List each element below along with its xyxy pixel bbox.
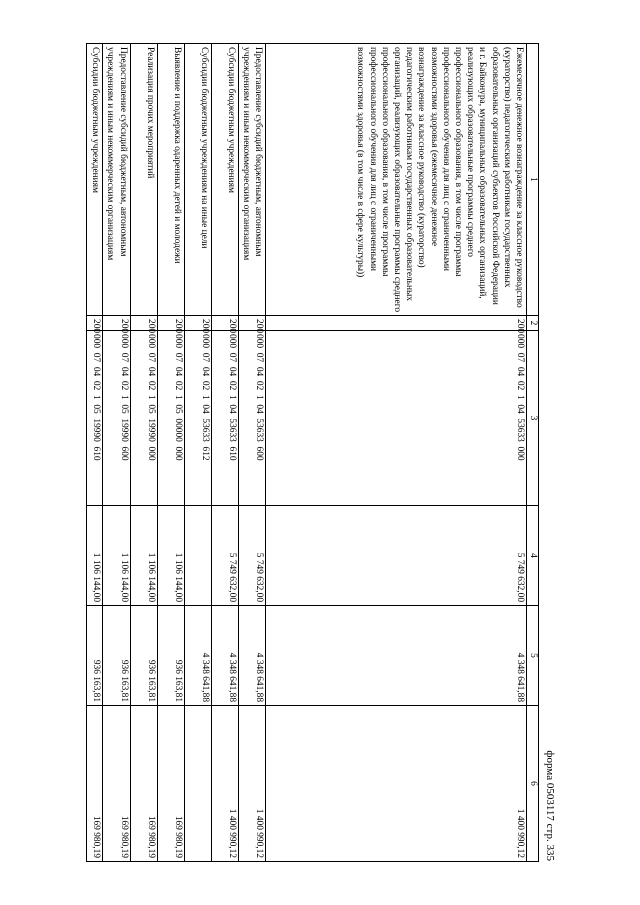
table-row bbox=[266, 44, 527, 862]
row-unexecuted-cell bbox=[184, 706, 211, 862]
row-classification-code-cell: 000 07 04 02 1 04 53633 000 bbox=[266, 331, 527, 506]
row-executed-cell: 4 348 641,88 bbox=[211, 606, 238, 706]
row-unexecuted-cell: 169 980,19 bbox=[130, 706, 157, 862]
row-classification-code-cell: 000 07 04 02 1 04 53633 600 bbox=[238, 331, 265, 506]
row-line-code-cell: 200 bbox=[87, 316, 103, 331]
row-approved-cell bbox=[184, 506, 211, 606]
row-unexecuted-cell: 169 980,19 bbox=[103, 706, 130, 862]
row-approved-cell: 1 106 144,00 bbox=[103, 506, 130, 606]
row-name-cell: Реализация прочих мероприятий bbox=[130, 44, 157, 316]
row-executed-cell: 936 163,81 bbox=[157, 606, 184, 706]
row-line-code-cell: 200 bbox=[130, 316, 157, 331]
row-unexecuted-cell: 1 400 990,12 bbox=[238, 706, 265, 862]
row-line-code-cell: 200 bbox=[157, 316, 184, 331]
form-reference: форма 0503117 стр. 335 bbox=[544, 750, 556, 861]
row-classification-code-cell: 000 07 04 02 1 04 53633 610 bbox=[211, 331, 238, 506]
row-approved-cell: 1 106 144,00 bbox=[130, 506, 157, 606]
table-row bbox=[130, 44, 157, 862]
table-row bbox=[157, 44, 184, 862]
row-name-cell: Субсидии бюджетным учреждениям bbox=[87, 44, 103, 316]
header-col-5: 5 bbox=[527, 606, 539, 706]
row-unexecuted-cell: 1 400 990,12 bbox=[211, 706, 238, 862]
header-col-6: 6 bbox=[527, 706, 539, 862]
row-executed-cell: 4 348 641,88 bbox=[238, 606, 265, 706]
row-executed-cell: 4 348 641,88 bbox=[266, 606, 527, 706]
table-row bbox=[238, 44, 265, 862]
row-executed-cell: 936 163,81 bbox=[130, 606, 157, 706]
row-executed-cell: 936 163,81 bbox=[87, 606, 103, 706]
table-row bbox=[184, 44, 211, 862]
row-name-cell: Субсидии бюджетным учреждениям bbox=[211, 44, 238, 316]
row-approved-cell: 5 749 632,00 bbox=[266, 506, 527, 606]
row-executed-cell: 936 163,81 bbox=[103, 606, 130, 706]
header-col-1: 1 bbox=[527, 44, 539, 316]
row-executed-cell: 4 348 641,88 bbox=[184, 606, 211, 706]
row-unexecuted-cell: 169 980,19 bbox=[157, 706, 184, 862]
row-line-code-cell: 200 bbox=[238, 316, 265, 331]
row-classification-code-cell: 000 07 04 02 1 05 19990 610 bbox=[87, 331, 103, 506]
row-name-cell: Субсидии бюджетным учреждениям на иные цели bbox=[184, 44, 211, 316]
row-unexecuted-cell: 169 980,19 bbox=[87, 706, 103, 862]
row-line-code-cell: 200 bbox=[103, 316, 130, 331]
header-col-3: 3 bbox=[527, 331, 539, 506]
row-line-code-cell: 200 bbox=[266, 316, 527, 331]
table-row bbox=[103, 44, 130, 862]
row-unexecuted-cell: 1 400 990,12 bbox=[266, 706, 527, 862]
row-line-code-cell: 200 bbox=[211, 316, 238, 331]
row-approved-cell: 1 106 144,00 bbox=[157, 506, 184, 606]
row-line-code-cell: 200 bbox=[184, 316, 211, 331]
row-approved-cell: 5 749 632,00 bbox=[211, 506, 238, 606]
row-name-cell: Выявление и поддержка одаренных детей и молодежи bbox=[157, 44, 184, 316]
row-classification-code-cell: 000 07 04 02 1 05 00000 000 bbox=[157, 331, 184, 506]
header-col-4: 4 bbox=[527, 506, 539, 606]
rotated-content bbox=[63, 43, 559, 861]
row-name-cell: Предоставление субсидий бюджетным, автономным учреждениям и иным некоммерческим организациям bbox=[103, 44, 130, 316]
row-classification-code-cell: 000 07 04 02 1 04 53633 612 bbox=[184, 331, 211, 506]
table-row bbox=[211, 44, 238, 862]
row-classification-code-cell: 000 07 04 02 1 05 19990 600 bbox=[103, 331, 130, 506]
header-col-2: 2 bbox=[527, 316, 539, 331]
row-name-cell: Предоставление субсидий бюджетным, автономным учреждениям и иным некоммерческим организациям bbox=[238, 44, 265, 316]
budget-table bbox=[86, 43, 539, 862]
table-row bbox=[87, 44, 103, 862]
row-approved-cell: 1 106 144,00 bbox=[87, 506, 103, 606]
table-header-row bbox=[527, 44, 539, 862]
row-name-cell: Ежемесячное денежное вознаграждение за классное руководство (кураторство) педагогическим работникам государственных образовательных организаций субъектов Российской Федерации и г. Байконура, муниципальных образовательных организаций, реализующих образовательные программы среднего профессионального образования, в том числе программы профессионального обучения для лиц с ограниченными возможностями здоровья (ежемесячное денежное вознаграждение за классное руководство (кураторство) педагогическим работникам государственных образовательных организаций, реализующих образовательные программы среднего профессионального образования, в том числе программы профессионального обучения для лиц с ограниченными возможностями здоровья (в том числе в сфере культуры)) bbox=[266, 44, 527, 316]
row-approved-cell: 5 749 632,00 bbox=[238, 506, 265, 606]
row-classification-code-cell: 000 07 04 02 1 05 19990 000 bbox=[130, 331, 157, 506]
